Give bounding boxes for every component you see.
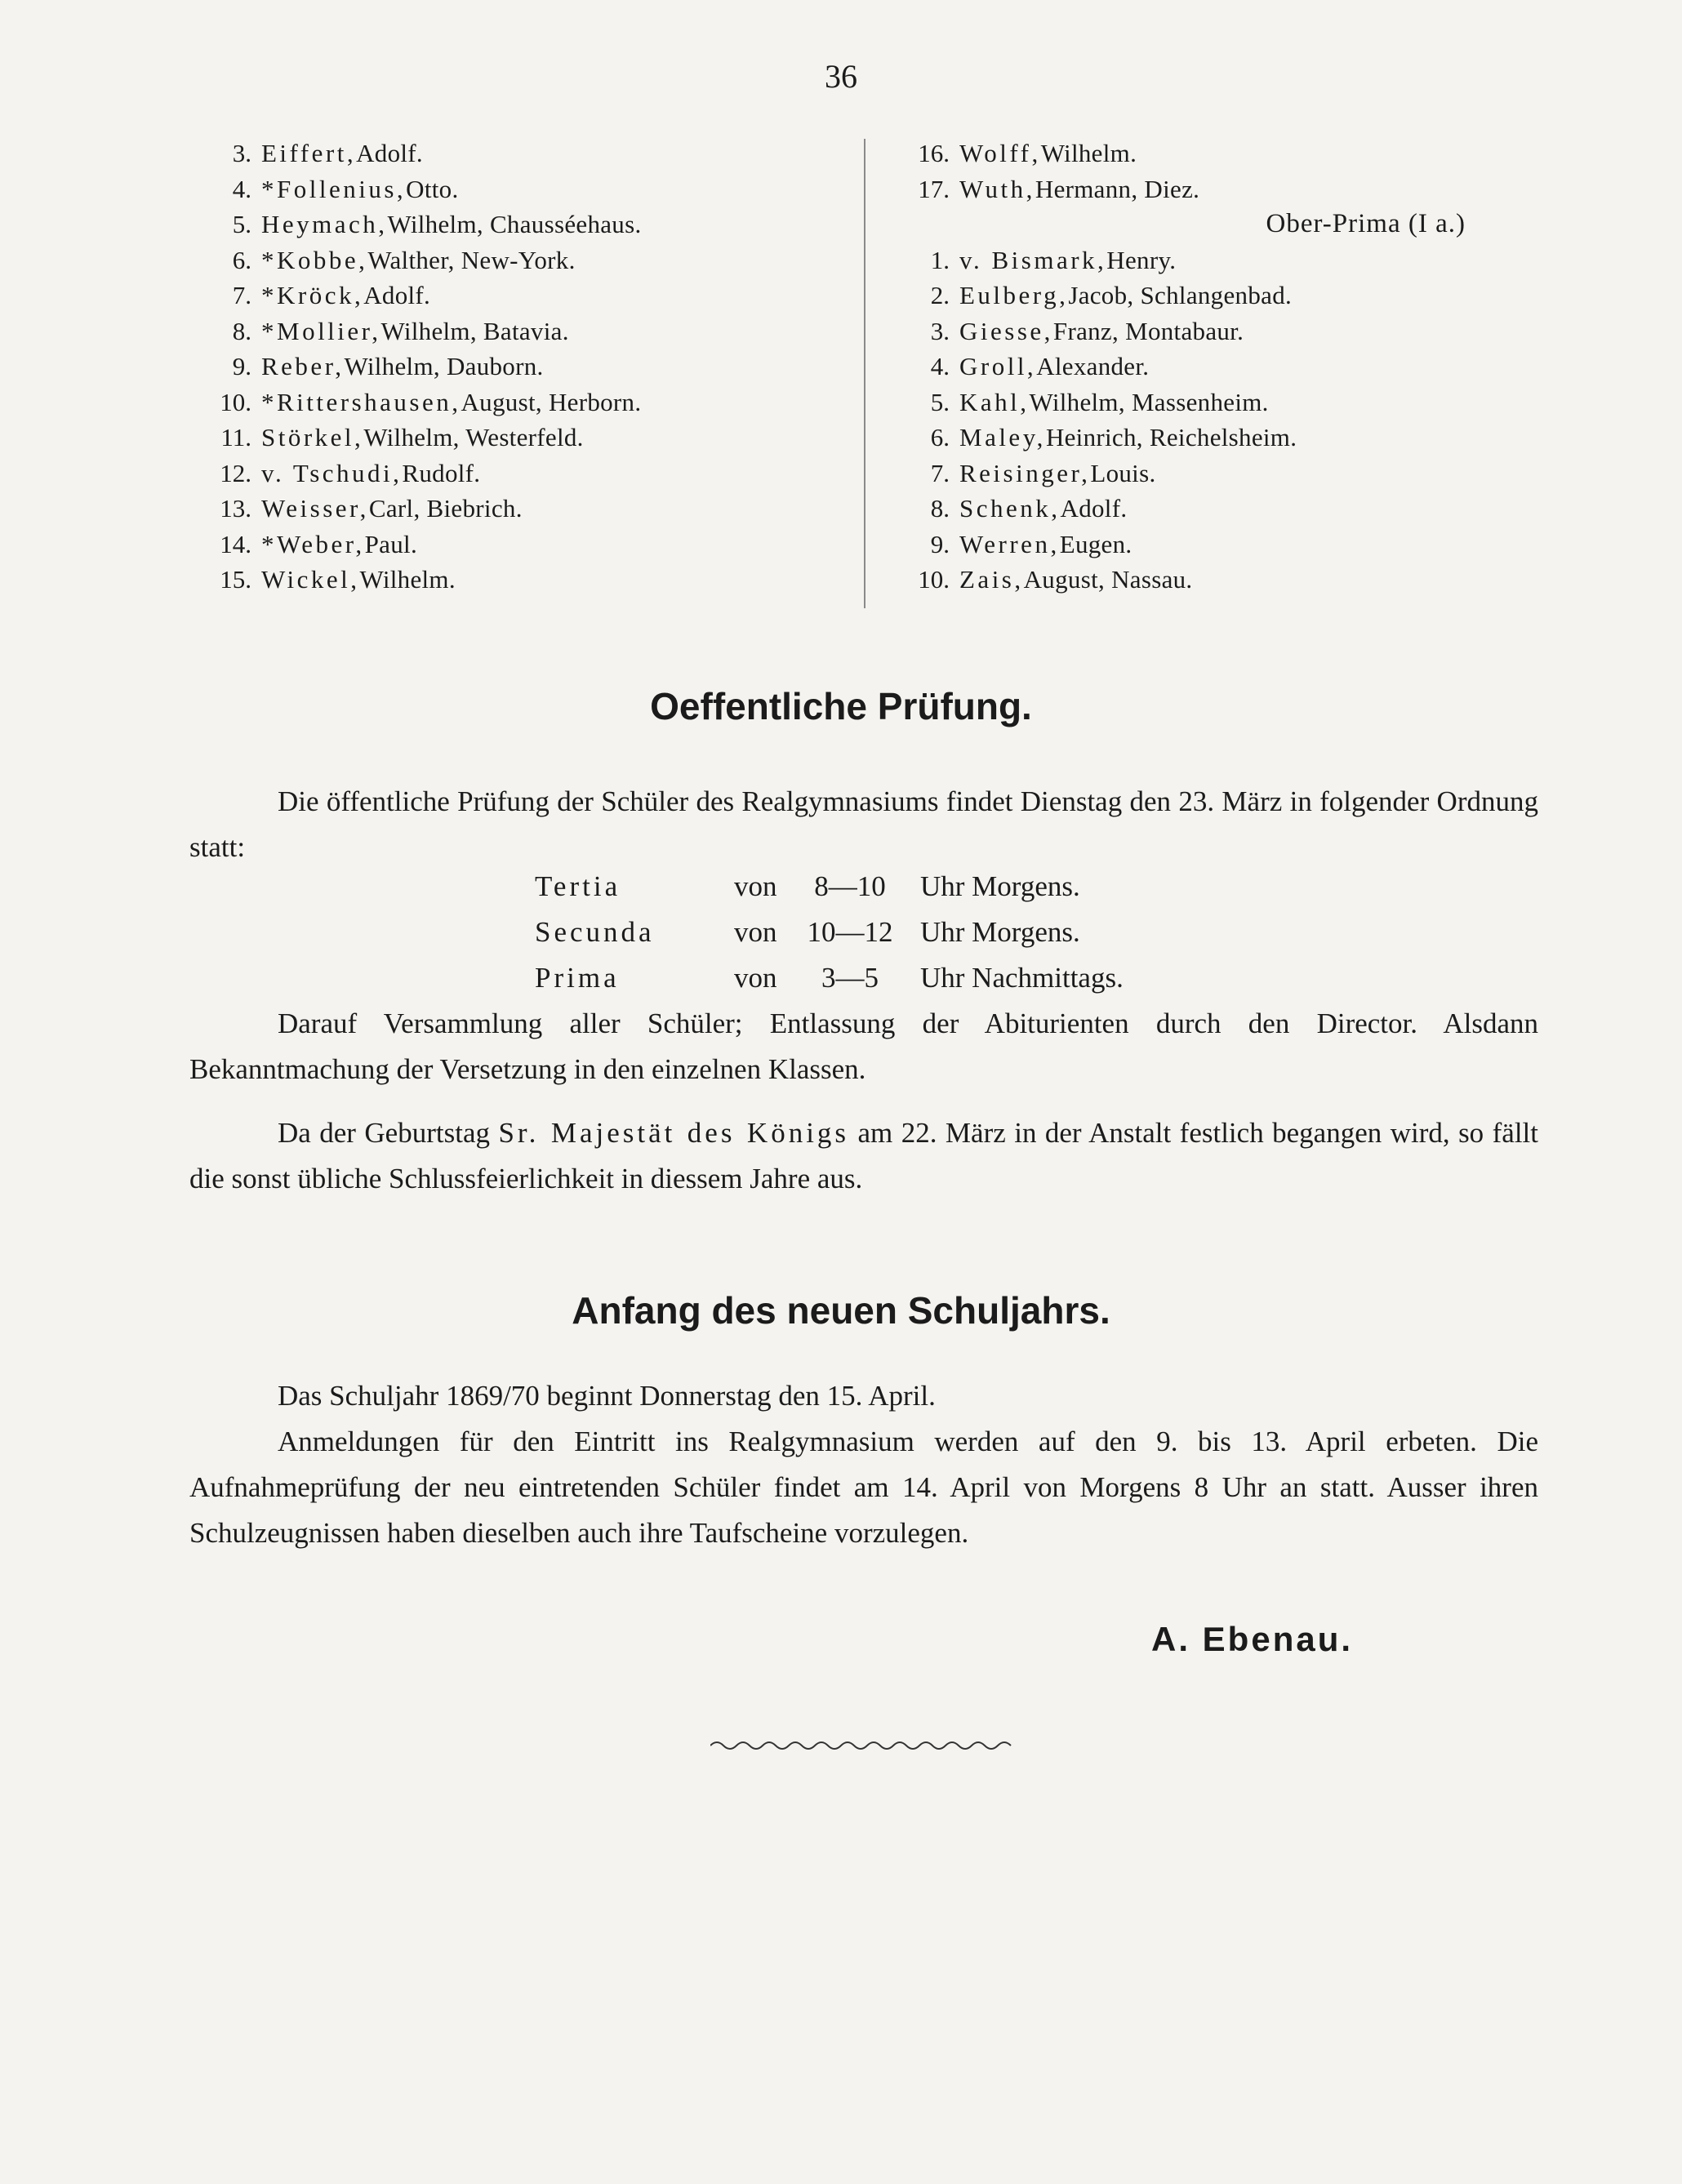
list-item-surname: v. Bismark,	[959, 245, 1107, 274]
list-item-surname: *Rittershausen,	[261, 387, 461, 416]
list-item	[188, 207, 857, 242]
list-item-surname: *Follenius,	[261, 174, 407, 203]
list-item-number: 7.	[232, 281, 251, 309]
schedule-row	[535, 864, 1124, 910]
schedule-time: 10—12	[807, 916, 893, 948]
list-item-surname: *Mollier,	[261, 316, 381, 345]
pruefung-after-text: Darauf Versammlung aller Schüler; Entlassung der Abiturienten durch den Director. Alsdann Bekanntmachung der Versetzung in den einzelnen Klassen.	[189, 1007, 1538, 1085]
list-item	[886, 420, 1490, 456]
list-item	[188, 491, 857, 527]
list-item-number: 6.	[930, 423, 950, 451]
list-item	[188, 562, 857, 598]
list-item-surname: Wolff,	[959, 139, 1041, 167]
schedule-when: Uhr Morgens.	[920, 870, 1080, 902]
list-item-details: Henry.	[1106, 245, 1177, 274]
page-number: 36	[825, 58, 857, 95]
list-item-surname: Groll,	[959, 352, 1037, 380]
list-item-details: Hermann, Diez.	[1035, 174, 1200, 203]
schedule-class: Secunda	[535, 916, 655, 948]
list-item-surname: v. Tschudi,	[261, 458, 403, 487]
list-item-number: 9.	[930, 529, 950, 558]
schuljahr-line1	[189, 1373, 1538, 1419]
list-item-details: Heinrich, Reichelsheim.	[1045, 423, 1297, 451]
list-item-details: Jacob, Schlangenbad.	[1068, 281, 1293, 309]
list-item-surname: Maley,	[959, 423, 1046, 451]
list-item-surname: Giesse,	[959, 316, 1053, 345]
list-item-details: August, Herborn.	[461, 387, 642, 416]
schuljahr-paragraph	[189, 1419, 1538, 1556]
schuljahr-paragraph-text: Anmeldungen für den Eintritt ins Realgymnasium werden auf den 9. bis 13. April erbeten. Die Aufnahmeprüfung der neu eintretenden Schüler findet am 14. April von Morgens 8 Uhr an statt. Ausser ihren Schulzeugnissen haben dieselben auch ihre Taufscheine vorzulegen.	[189, 1426, 1538, 1549]
list-item-number: 11.	[220, 423, 251, 451]
signature: A. Ebenau.	[1151, 1620, 1354, 1658]
list-item-details: Wilhelm, Batavia.	[380, 316, 569, 345]
list-item-number: 6.	[232, 245, 251, 274]
list-item-number: 12.	[220, 458, 251, 487]
section-heading-pruefung: Oeffentliche Prüfung.	[650, 685, 1032, 727]
list-item-surname: Wuth,	[959, 174, 1035, 203]
list-item	[188, 278, 857, 314]
list-item-surname: Heymach,	[261, 210, 388, 238]
pruefung-intro	[189, 779, 1538, 870]
list-item-details: Wilhelm, Dauborn.	[344, 352, 544, 380]
birthday-pre: Da der Geburtstag	[278, 1117, 499, 1149]
list-item	[188, 385, 857, 420]
list-item-surname: *Kobbe,	[261, 245, 368, 274]
list-item-surname: Schenk,	[959, 494, 1061, 523]
list-item-details: Franz, Montabaur.	[1052, 316, 1244, 345]
list-item-details: Wilhelm.	[359, 565, 456, 594]
exam-schedule	[535, 864, 1124, 1001]
list-item-details: Adolf.	[1060, 494, 1128, 523]
list-item-details: Wilhelm, Massenheim.	[1029, 387, 1269, 416]
list-item	[886, 456, 1490, 492]
student-list-left	[188, 136, 857, 598]
list-item-number: 17.	[918, 174, 950, 203]
list-item	[886, 349, 1490, 385]
list-item-surname: Reisinger,	[959, 458, 1091, 487]
column-divider	[864, 139, 865, 608]
list-item	[886, 562, 1490, 598]
list-item	[886, 136, 1490, 171]
birthday-paragraph	[189, 1110, 1538, 1202]
list-item-details: Eugen.	[1059, 529, 1132, 558]
list-item-surname: Eulberg,	[959, 281, 1069, 309]
list-item-number: 3.	[232, 139, 251, 167]
list-item	[188, 420, 857, 456]
birthday-post: am 22. März in der Anstalt festlich begangen wird, so fällt die sonst übliche Schlussfeierlichkeit in diessem Jahre aus.	[189, 1117, 1539, 1194]
schedule-class: Tertia	[535, 870, 621, 902]
birthday-majesty: Sr. Majestät des Königs	[498, 1117, 850, 1149]
list-item-details: Adolf.	[363, 281, 431, 309]
list-item	[886, 314, 1490, 349]
schedule-when: Uhr Nachmittags.	[920, 962, 1124, 994]
list-item-details: Otto.	[406, 174, 459, 203]
list-item	[886, 171, 1490, 207]
list-item-number: 7.	[930, 458, 950, 487]
list-item-details: Wilhelm, Westerfeld.	[363, 423, 584, 451]
schedule-class: Prima	[535, 962, 620, 994]
list-item-number: 10.	[220, 387, 251, 416]
list-item-number: 2.	[930, 281, 950, 309]
list-item-number: 15.	[220, 565, 251, 594]
list-item-number: 8.	[930, 494, 950, 523]
list-item	[188, 136, 857, 171]
list-item-details: Rudolf.	[402, 458, 481, 487]
list-item-surname: Zais,	[959, 565, 1024, 594]
list-item-number: 4.	[930, 352, 950, 380]
list-item-number: 9.	[232, 352, 251, 380]
list-item-number: 5.	[930, 387, 950, 416]
list-item-surname: Weisser,	[261, 494, 369, 523]
schuljahr-line1-text: Das Schuljahr 1869/70 beginnt Donnerstag den 15. April.	[278, 1380, 936, 1412]
student-list-right	[886, 136, 1490, 598]
schedule-time: 3—5	[821, 962, 879, 994]
list-item-details: Wilhelm, Chausséehaus.	[387, 210, 642, 238]
list-item	[188, 242, 857, 278]
list-item-details: Walther, New-York.	[367, 245, 576, 274]
list-item	[886, 278, 1490, 314]
list-item	[188, 456, 857, 492]
list-item-details: August, Nassau.	[1023, 565, 1193, 594]
schedule-von: von	[734, 916, 777, 948]
schedule-von: von	[734, 962, 777, 994]
list-item-surname: Eiffert,	[261, 139, 357, 167]
list-item	[886, 527, 1490, 563]
list-item-number: 1.	[930, 245, 950, 274]
list-item-details: Wilhelm.	[1040, 139, 1137, 167]
schedule-when: Uhr Morgens.	[920, 916, 1080, 948]
pruefung-intro-text: Die öffentliche Prüfung der Schüler des Realgymnasiums findet Dienstag den 23. März in folgender Ordnung statt:	[189, 785, 1538, 863]
list-item-number: 3.	[930, 316, 950, 345]
list-item	[886, 385, 1490, 420]
list-item-number: 14.	[220, 529, 251, 558]
list-item-number: 13.	[220, 494, 251, 523]
list-item-number: 10.	[918, 565, 950, 594]
list-item	[886, 242, 1490, 278]
pruefung-after	[189, 1001, 1538, 1092]
list-item	[188, 171, 857, 207]
list-item-number: 16.	[918, 139, 950, 167]
schedule-von: von	[734, 870, 777, 902]
class-header-ober-prima: Ober-Prima (I a.)	[1266, 209, 1466, 238]
list-item-number: 8.	[232, 316, 251, 345]
section-heading-schuljahr: Anfang des neuen Schuljahrs.	[572, 1289, 1110, 1332]
list-item	[886, 491, 1490, 527]
schedule-row	[535, 955, 1124, 1001]
decorative-wave-rule	[710, 1737, 1012, 1754]
list-item-number: 5.	[232, 210, 251, 238]
schedule-time: 8—10	[814, 870, 886, 902]
list-item	[188, 314, 857, 349]
list-item-details: Paul.	[364, 529, 418, 558]
list-item-surname: *Kröck,	[261, 281, 364, 309]
list-item-surname: Störkel,	[261, 423, 364, 451]
list-item-details: Alexander.	[1036, 352, 1150, 380]
birthday-text	[189, 1110, 1538, 1202]
list-item-details: Adolf.	[356, 139, 423, 167]
list-item-surname: Kahl,	[959, 387, 1030, 416]
list-item-details: Louis.	[1090, 458, 1156, 487]
list-item-surname: Reber,	[261, 352, 345, 380]
list-item-surname: *Weber,	[261, 529, 365, 558]
schedule-row	[535, 910, 1124, 955]
list-item	[188, 349, 857, 385]
list-item	[188, 527, 857, 563]
list-item-surname: Werren,	[959, 529, 1060, 558]
list-item-number: 4.	[232, 174, 251, 203]
list-item-details: Carl, Biebrich.	[368, 494, 523, 523]
list-item-surname: Wickel,	[261, 565, 360, 594]
